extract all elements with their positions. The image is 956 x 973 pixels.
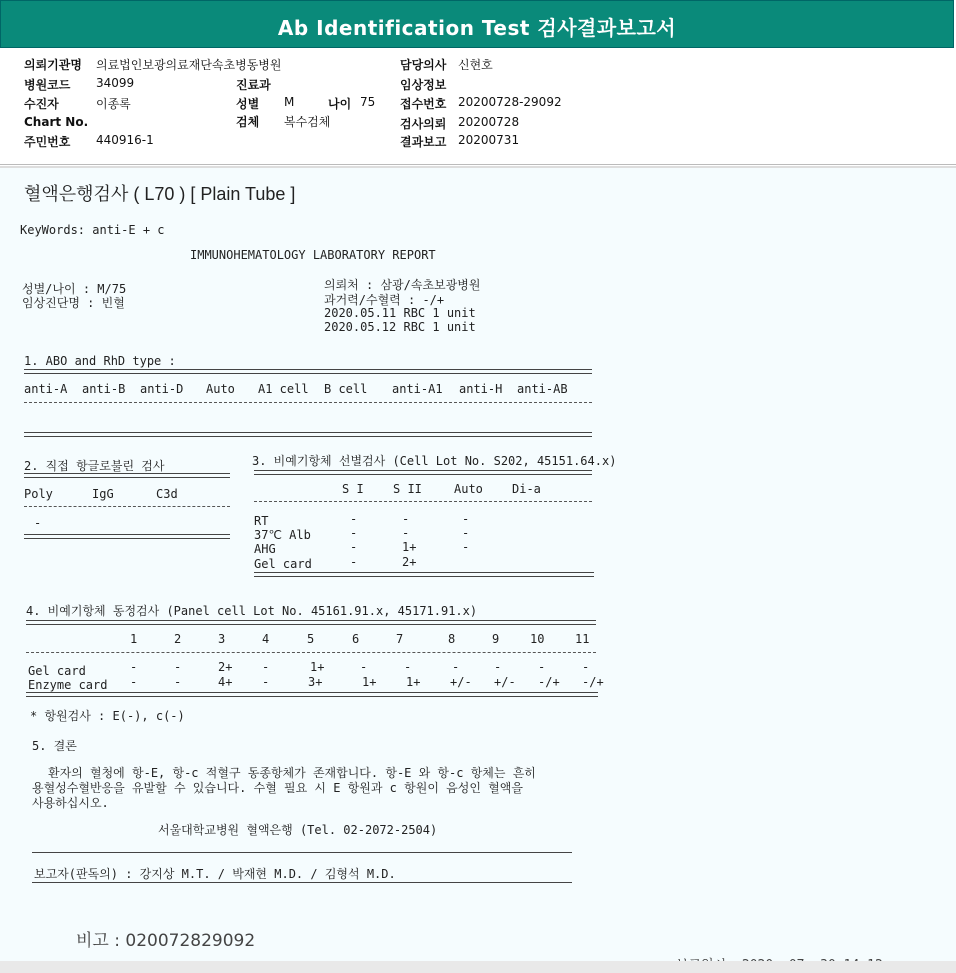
patient-label: 수진자 <box>24 97 59 111</box>
s3-row-rt-label: RT <box>254 514 269 528</box>
s2-header-poly: Poly <box>24 487 53 501</box>
s4-gel-8: - <box>452 660 460 674</box>
divider <box>32 882 572 883</box>
s4-col-9: 9 <box>492 632 500 646</box>
section-1-title: 1. ABO and RhD type : <box>24 354 176 368</box>
s4-enz-3: 4+ <box>218 675 233 689</box>
reporter: 보고자(판독의) : 강지상 M.T. / 박재현 M.D. / 김형석 M.D. <box>34 867 396 881</box>
s4-gel-7: - <box>404 660 412 674</box>
s3-row-alb-label: 37℃ Alb <box>254 528 311 542</box>
specimen-label: 검체 <box>236 115 260 129</box>
keywords: KeyWords: anti-E + c <box>20 223 165 237</box>
s3-row-rt-auto: - <box>462 512 470 526</box>
s4-gel-6: - <box>360 660 368 674</box>
s3-row-ahg-sii: 1+ <box>402 540 417 554</box>
s4-row-gel-label: Gel card <box>28 664 86 678</box>
s3-header-sii: S II <box>393 482 422 496</box>
s3-row-gel-sii: 2+ <box>402 555 417 569</box>
s4-enz-5: 3+ <box>308 675 323 689</box>
divider <box>24 369 592 374</box>
section-2-title: 2. 직접 항글로불린 검사 <box>24 459 165 473</box>
remark: 비고 : 020072829092 <box>76 931 256 951</box>
s4-gel-2: - <box>174 660 182 674</box>
divider <box>24 402 592 403</box>
s4-col-2: 2 <box>174 632 182 646</box>
s4-enz-9: +/- <box>494 675 516 689</box>
s4-gel-3: 2+ <box>218 660 233 674</box>
chart-label: Chart No. <box>24 115 89 129</box>
s4-gel-10: - <box>538 660 546 674</box>
institution-value: 의료법인보광의료재단속초병동병원 <box>96 58 282 72</box>
s3-row-alb-sii: - <box>402 526 410 540</box>
s4-enz-1: - <box>130 675 138 689</box>
page-title: Ab Identification Test 검사결과보고서 <box>277 16 677 40</box>
s4-col-6: 6 <box>352 632 360 646</box>
divider <box>26 620 596 625</box>
conclusion-line-3: 사용하십시오. <box>32 796 109 810</box>
report-sheet <box>0 168 956 963</box>
s4-row-enzyme-label: Enzyme card <box>28 678 108 692</box>
s4-col-1: 1 <box>130 632 138 646</box>
sex-age: 성별/나이 : M/75 <box>22 282 127 296</box>
s3-row-ahg-auto: - <box>462 540 470 554</box>
clinical-label: 임상정보 <box>400 78 447 92</box>
s3-row-alb-auto: - <box>462 526 470 540</box>
s3-header-auto: Auto <box>454 482 483 496</box>
s4-enz-10: -/+ <box>538 675 560 689</box>
s3-header-si: S I <box>342 482 364 496</box>
divider <box>24 534 230 539</box>
s4-col-10: 10 <box>530 632 545 646</box>
s1-header-auto: Auto <box>206 382 235 396</box>
section-5-title: 5. 결론 <box>32 739 77 753</box>
divider <box>254 572 594 577</box>
divider <box>26 652 596 653</box>
request-value: 20200728 <box>458 115 520 129</box>
code-value: 34099 <box>96 76 135 90</box>
s4-enz-4: - <box>262 675 270 689</box>
s4-enz-6: 1+ <box>362 675 377 689</box>
sex-label: 성별 <box>236 97 260 111</box>
s1-header-b-cell: B cell <box>324 382 368 396</box>
s4-col-8: 8 <box>448 632 456 646</box>
history-2: 2020.05.12 RBC 1 unit <box>324 320 476 334</box>
s3-row-gel-si: - <box>350 555 358 569</box>
history-1: 2020.05.11 RBC 1 unit <box>324 306 476 320</box>
conclusion-line-1: 환자의 혈청에 항-E, 항-c 적혈구 동종항체가 존재합니다. 항-E 와 항-c 항체는 흔히 <box>48 766 536 780</box>
s4-enz-11: -/+ <box>582 675 604 689</box>
divider <box>254 470 592 475</box>
doctor-value: 신현호 <box>458 58 493 72</box>
specimen-value: 복수검체 <box>284 115 331 129</box>
section-4-title: 4. 비예기항체 동정검사 (Panel cell Lot No. 45161.91.x, 45171.91.x) <box>26 604 478 618</box>
ssn-value: 440916-1 <box>96 133 154 147</box>
s1-header-anti-ab: anti-AB <box>517 382 568 396</box>
patient-value: 이종록 <box>96 97 131 111</box>
s4-col-11: 11 <box>575 632 590 646</box>
age-label: 나이 <box>328 97 352 111</box>
divider <box>24 506 230 507</box>
s4-col-5: 5 <box>307 632 315 646</box>
s2-header-igg: IgG <box>92 487 114 501</box>
s1-header-anti-a: anti-A <box>24 382 68 396</box>
institution-label: 의뢰기관명 <box>24 58 82 72</box>
receipt-value: 20200728-29092 <box>458 95 562 109</box>
s4-col-4: 4 <box>262 632 270 646</box>
title-bar <box>0 0 954 48</box>
s4-gel-4: - <box>262 660 270 674</box>
divider <box>24 473 230 478</box>
s3-row-gel-label: Gel card <box>254 557 312 571</box>
divider <box>254 501 592 502</box>
antigen-test: * 항원검사 : E(-), c(-) <box>30 709 185 723</box>
doctor-label: 담당의사 <box>400 58 447 72</box>
conclusion-line-2: 용혈성수혈반응을 유발할 수 있습니다. 수혈 필요 시 E 항원과 c 항원이 음성인 혈액을 <box>32 781 523 795</box>
s4-col-3: 3 <box>218 632 226 646</box>
s2-header-c3d: C3d <box>156 487 178 501</box>
s4-enz-2: - <box>174 675 182 689</box>
sex-value: M <box>284 95 295 109</box>
request-label: 검사의뢰 <box>400 117 447 131</box>
divider <box>32 852 572 853</box>
s1-header-anti-d: anti-D <box>140 382 184 396</box>
s4-col-7: 7 <box>396 632 404 646</box>
s4-gel-11: - <box>582 660 590 674</box>
result-value: 20200731 <box>458 133 520 147</box>
s4-gel-5: 1+ <box>310 660 325 674</box>
s1-header-a1-cell: A1 cell <box>258 382 309 396</box>
lab-title: IMMUNOHEMATOLOGY LABORATORY REPORT <box>190 248 436 262</box>
s3-header-dia: Di-a <box>512 482 541 496</box>
divider <box>26 692 598 697</box>
receipt-label: 접수번호 <box>400 97 447 111</box>
result-label: 결과보고 <box>400 135 447 149</box>
section-3-title: 3. 비예기항체 선별검사 (Cell Lot No. S202, 45151.64.x) <box>252 454 617 468</box>
history: 과거력/수혈력 : -/+ <box>324 293 445 307</box>
diagnosis: 임상진단명 : 빈혈 <box>22 296 125 310</box>
requester: 의뢰처 : 삼광/속초보광병원 <box>324 278 481 292</box>
s3-row-ahg-label: AHG <box>254 542 276 556</box>
s4-enz-7: 1+ <box>406 675 421 689</box>
s3-row-rt-si: - <box>350 512 358 526</box>
report-heading: 혈액은행검사 ( L70 ) [ Plain Tube ] <box>24 184 296 204</box>
s4-enz-8: +/- <box>450 675 472 689</box>
s3-row-ahg-si: - <box>350 540 358 554</box>
s1-header-anti-h: anti-H <box>459 382 503 396</box>
report-image <box>0 166 956 963</box>
s2-value-poly: - <box>34 516 42 530</box>
s1-header-anti-b: anti-B <box>82 382 126 396</box>
s4-gel-9: - <box>494 660 502 674</box>
s1-header-anti-a1: anti-A1 <box>392 382 443 396</box>
patient-header <box>0 48 956 165</box>
divider <box>24 432 592 437</box>
ssn-label: 주민번호 <box>24 135 71 149</box>
s4-gel-1: - <box>130 660 138 674</box>
bottom-edge <box>0 961 956 973</box>
age-value: 75 <box>360 95 376 109</box>
code-label: 병원코드 <box>24 78 71 92</box>
s3-row-alb-si: - <box>350 526 358 540</box>
blood-bank: 서울대학교병원 혈액은행 (Tel. 02-2072-2504) <box>158 823 438 837</box>
dept-label: 진료과 <box>236 78 271 92</box>
s3-row-rt-sii: - <box>402 512 410 526</box>
